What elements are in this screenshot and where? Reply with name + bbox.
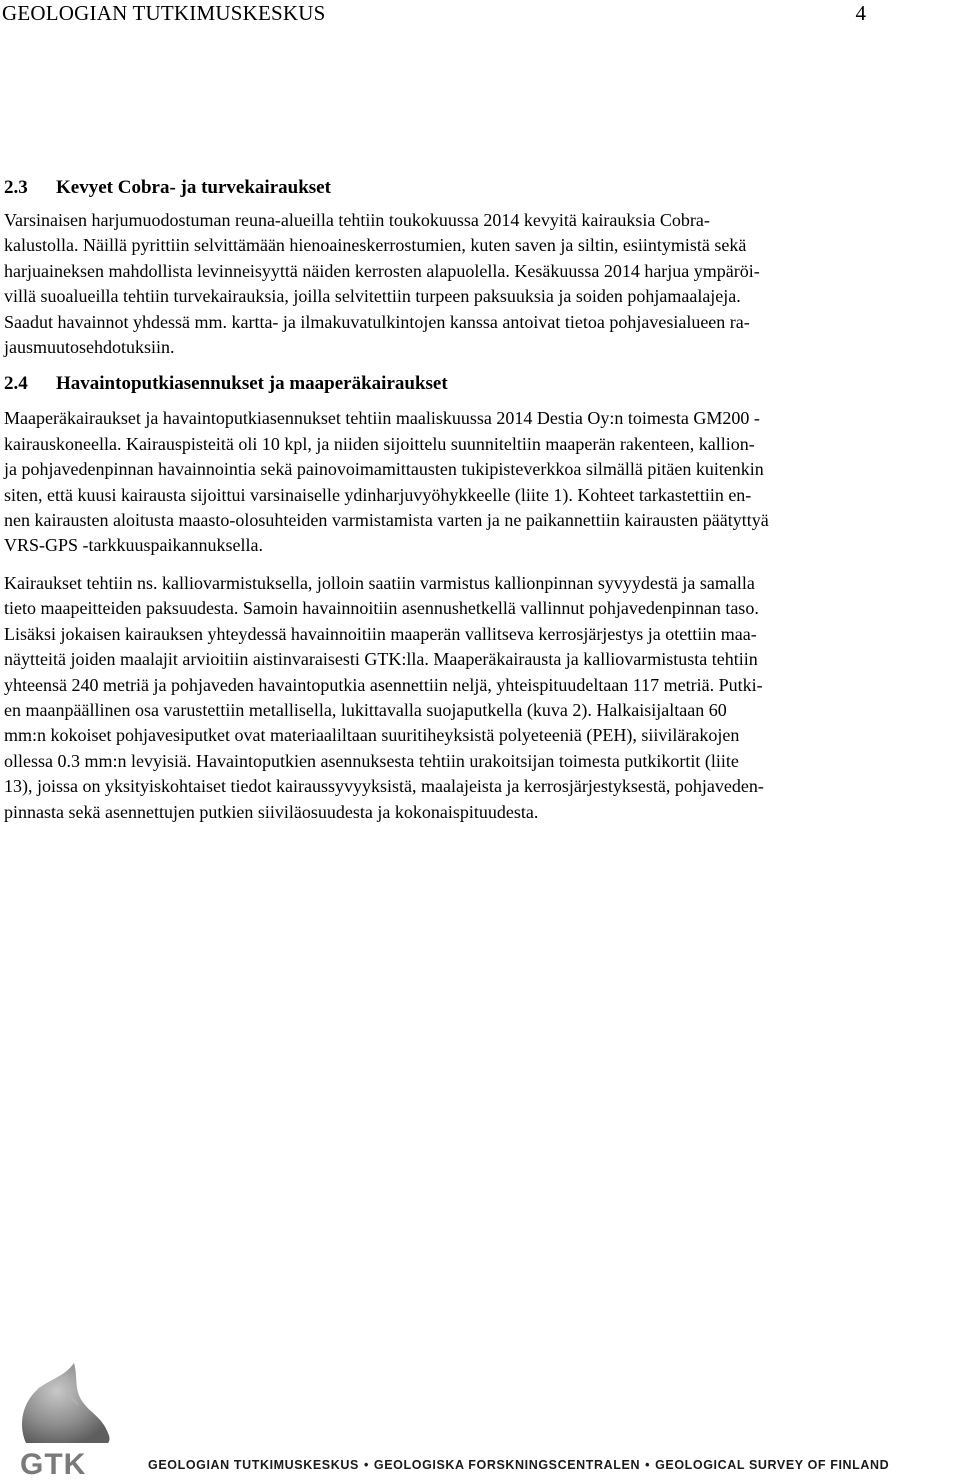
section-2-4-paragraph-2 <box>4 571 952 825</box>
text-line: kairauskoneella. Kairauspisteitä oli 10 kpl, ja niiden sijoittelu suunniteltiin maaperän rakenteen, kallion- <box>4 433 755 454</box>
text-line: 13), joissa on yksityiskohtaiset tiedot kairaussyvyyksistä, maalajeista ja kerrosjärjestyksestä, pohjaveden- <box>4 776 764 797</box>
section-2-3-paragraph <box>4 208 952 360</box>
text-line: kalustolla. Näillä pyrittiin selvittämään hienoaineskerrostumien, kuten saven ja siltin, esiintymistä sekä <box>4 235 747 256</box>
document-body <box>4 176 952 825</box>
text-line: ollessa 0.3 mm:n levyisiä. Havaintoputkien asennuksesta tehtiin urakoitsijan toimesta putkikortit (liite <box>4 750 739 771</box>
page-footer <box>0 1355 960 1480</box>
text-line: nen kairausten aloitusta maasto-olosuhteiden varmistamista varten ja ne paikannettiin kairausten päätyttyä <box>4 510 769 531</box>
text-line: Maaperäkairaukset ja havaintoputkiasennukset tehtiin maaliskuussa 2014 Destia Oy:n toimesta GM200 - <box>4 408 760 429</box>
gtk-logo-icon <box>8 1355 138 1445</box>
text-line: Lisäksi jokaisen kairauksen yhteydessä havainnoitiin maaperän vallitseva kerrosjärjestys ja otettiin maa- <box>4 623 757 644</box>
footer-org-names <box>148 1458 889 1472</box>
text-line: VRS-GPS -tarkkuuspaikannuksella. <box>4 535 263 556</box>
text-line: Kairaukset tehtiin ns. kalliovarmistuksella, jolloin saatiin varmistus kallionpinnan syvyydestä ja samalla <box>4 572 755 593</box>
page-header <box>2 0 936 26</box>
org-name-fi: GEOLOGIAN TUTKIMUSKESKUS <box>148 1458 359 1472</box>
text-line: pinnasta sekä asennettujen putkien siiviläosuudesta ja kokonaispituudesta. <box>4 801 539 822</box>
text-line: en maanpäällinen osa varustettiin metallisella, lukittavalla suojaputkella (kuva 2). Halkaisijaltaan 60 <box>4 699 727 720</box>
text-line: villä suoalueilla tehtiin turvekairauksia, joilla selvitettiin turpeen paksuuksia ja soiden pohjamaalajeja. <box>4 286 741 307</box>
text-line: Varsinaisen harjumuodostuman reuna-alueilla tehtiin toukokuussa 2014 kevyitä kairauksia Cobra- <box>4 210 710 230</box>
text-line: harjuaineksen mahdollista levinneisyyttä näiden kerrosten alapuolella. Kesäkuussa 2014 harjua ympäröi- <box>4 260 760 281</box>
section-heading-2-3 <box>4 176 952 200</box>
section-title: Kevyet Cobra- ja turvekairaukset <box>56 177 331 198</box>
text-line: näytteitä joiden maalajit arvioitiin aistinvaraisesti GTK:lla. Maaperäkairausta ja kalliovarmistusta tehtiin <box>4 649 758 670</box>
header-title: GEOLOGIAN TUTKIMUSKESKUS <box>2 1 326 25</box>
separator-dot: • <box>363 1458 369 1472</box>
separator-dot: • <box>645 1458 651 1472</box>
text-line: yhteensä 240 metriä ja pohjaveden havaintoputkia asennettiin neljä, yhteispituudeltaan 117 metriä. Putki- <box>4 674 763 695</box>
text-line: siten, että kuusi kairausta sijoittui varsinaiselle ydinharjuvyöhykkeelle (liite 1). Kohteet tarkastettiin en- <box>4 484 752 505</box>
org-name-en: GEOLOGICAL SURVEY OF FINLAND <box>655 1458 890 1472</box>
section-2-4-paragraph-1 <box>4 406 952 558</box>
page-number: 4 <box>855 1 866 25</box>
text-line: Saadut havainnot yhdessä mm. kartta- ja ilmakuvatulkintojen kanssa antoivat tietoa pohjavesialueen ra- <box>4 311 750 332</box>
text-line: tieto maapeitteiden paksuudesta. Samoin havainnoitiin asennushetkellä vallinnut pohjavedenpinnan taso. <box>4 598 759 619</box>
section-number: 2.4 <box>4 373 28 395</box>
section-title: Havaintoputkiasennukset ja maaperäkairaukset <box>56 373 448 395</box>
section-heading-2-4 <box>4 372 952 396</box>
org-name-sv: GEOLOGISKA FORSKNINGSCENTRALEN <box>373 1458 641 1472</box>
text-line: jausmuutosehdotuksiin. <box>4 337 175 358</box>
text-line: mm:n kokoiset pohjavesiputket ovat materiaaliltaan suuritiheyksistä polyeteeniä (PEH), siivilärakojen <box>4 725 740 746</box>
text-line: ja pohjavedenpinnan havainnointia sekä painovoimamittausten tukipisteverkkoa silmällä pitäen kuitenkin <box>4 459 764 480</box>
gtk-logo-text: GTK <box>20 1448 87 1481</box>
section-number: 2.3 <box>4 177 28 198</box>
